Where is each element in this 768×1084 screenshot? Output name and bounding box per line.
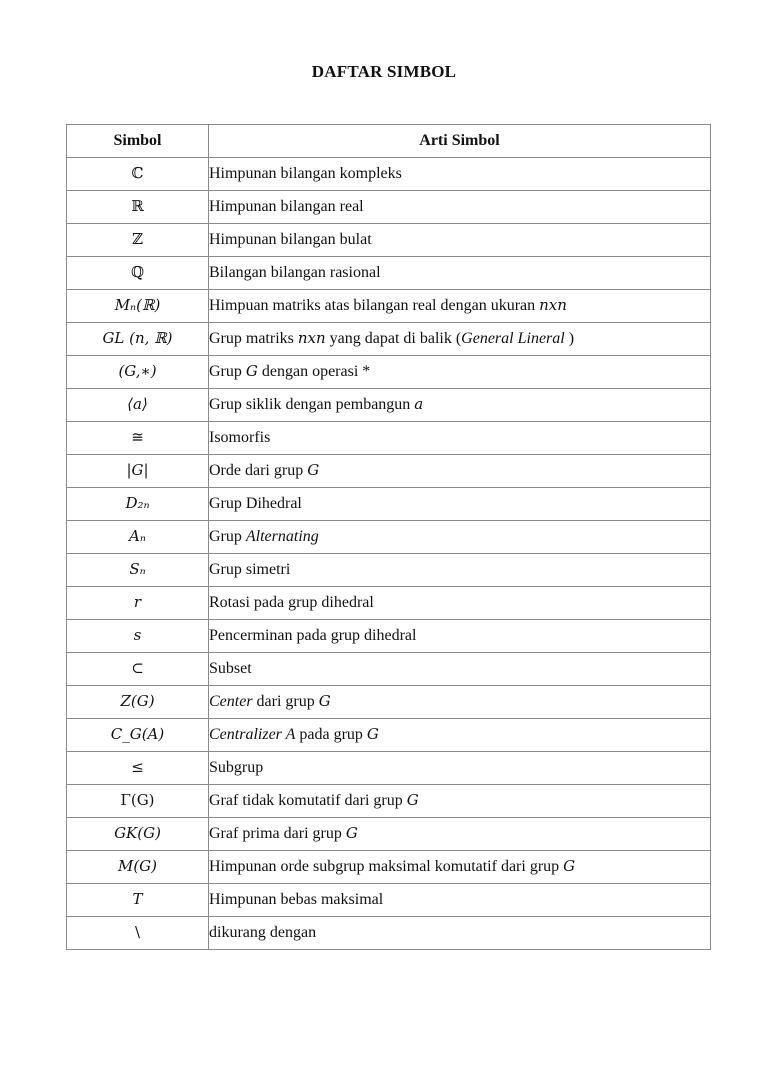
symbol-cell	[67, 587, 209, 620]
meaning-text: Grup matriks	[209, 329, 298, 347]
meaning-text: G	[563, 856, 576, 875]
meaning-text: Graf tidak komutatif dari grup	[209, 791, 407, 809]
meaning-text: Center	[209, 692, 253, 710]
table-row	[67, 554, 711, 587]
meaning-cell	[209, 389, 711, 422]
meaning-text: Pencerminan pada grup dihedral	[209, 626, 417, 644]
meaning-text: G	[307, 460, 320, 479]
meaning-text: Himpunan bilangan bulat	[209, 230, 372, 248]
meaning-cell	[209, 851, 711, 884]
meaning-text: nxn	[539, 295, 567, 314]
meaning-text: Isomorfis	[209, 428, 271, 446]
meaning-text: Grup simetri	[209, 560, 291, 578]
table-row	[67, 422, 711, 455]
symbol-cell	[67, 356, 209, 389]
meaning-text: G	[245, 361, 258, 380]
meaning-text: Grup	[209, 362, 246, 380]
meaning-cell	[209, 191, 711, 224]
table-row	[67, 488, 711, 521]
meaning-cell	[209, 224, 711, 257]
table-row	[67, 752, 711, 785]
meaning-text: Himpunan orde subgrup maksimal komutatif dari grup	[209, 857, 564, 875]
table-row	[67, 455, 711, 488]
table-row	[67, 884, 711, 917]
meaning-text: Subgrup	[209, 758, 264, 776]
table-row	[67, 719, 711, 752]
table-row	[67, 785, 711, 818]
symbol-cell	[67, 818, 209, 851]
meaning-text: dengan operasi *	[257, 362, 371, 380]
symbol-text: Γ(G)	[120, 790, 155, 809]
symbol-cell	[67, 191, 209, 224]
table-row	[67, 389, 711, 422]
symbol-cell	[67, 884, 209, 917]
symbol-text: r	[133, 592, 142, 611]
meaning-cell	[209, 818, 711, 851]
symbol-cell	[67, 554, 209, 587]
meaning-cell	[209, 686, 711, 719]
table-row	[67, 818, 711, 851]
symbol-text: Aₙ	[129, 526, 146, 545]
meaning-cell	[209, 752, 711, 785]
symbol-text: ℝ	[131, 196, 144, 215]
symbol-cell	[67, 488, 209, 521]
symbol-cell	[67, 752, 209, 785]
symbol-cell	[67, 851, 209, 884]
table-row	[67, 653, 711, 686]
meaning-cell	[209, 884, 711, 917]
symbol-text: ⟨a⟩	[127, 394, 148, 413]
symbol-text: ℂ	[131, 163, 144, 182]
meaning-text: Himpunan bilangan kompleks	[209, 164, 402, 182]
meaning-cell	[209, 356, 711, 389]
table-body	[67, 158, 711, 950]
table-header-row	[67, 125, 711, 158]
meaning-text: Alternating	[245, 527, 319, 545]
symbol-text: (G,∗)	[118, 361, 157, 380]
symbol-cell	[67, 917, 209, 950]
meaning-text: G	[406, 790, 419, 809]
meaning-cell	[209, 257, 711, 290]
symbol-cell	[67, 455, 209, 488]
symbol-text: GL (n, ℝ)	[102, 328, 173, 347]
symbol-text: T	[132, 889, 143, 908]
symbol-cell	[67, 719, 209, 752]
symbol-text: ≅	[131, 427, 144, 446]
symbol-cell	[67, 785, 209, 818]
table-row	[67, 224, 711, 257]
symbol-text: D₂ₙ	[125, 493, 150, 512]
table-row	[67, 290, 711, 323]
symbol-text: ≤	[131, 757, 144, 776]
table-row	[67, 257, 711, 290]
meaning-text: G	[318, 691, 331, 710]
meaning-text: Grup	[209, 527, 246, 545]
meaning-text: G	[366, 724, 379, 743]
meaning-text: Orde dari grup	[209, 461, 308, 479]
meaning-text: Graf prima dari grup	[209, 824, 346, 842]
meaning-cell	[209, 422, 711, 455]
symbol-text: M(G)	[117, 856, 158, 875]
meaning-text: a	[414, 394, 424, 413]
meaning-cell	[209, 158, 711, 191]
meaning-text: nxn	[297, 328, 326, 347]
symbol-cell	[67, 422, 209, 455]
meaning-text: pada grup	[295, 725, 367, 743]
symbol-cell	[67, 323, 209, 356]
meaning-cell	[209, 719, 711, 752]
header-meaning: Arti Simbol	[209, 125, 711, 158]
table-row	[67, 851, 711, 884]
meaning-text: dari grup	[252, 692, 319, 710]
header-symbol: Simbol	[67, 125, 209, 158]
meaning-cell	[209, 290, 711, 323]
table-row	[67, 356, 711, 389]
meaning-cell	[209, 488, 711, 521]
table-row	[67, 323, 711, 356]
page-title: DAFTAR SIMBOL	[311, 62, 457, 81]
meaning-text: Himpunan bilangan real	[209, 197, 364, 215]
meaning-cell	[209, 653, 711, 686]
table-row	[67, 521, 711, 554]
symbol-text: Mₙ(ℝ)	[114, 295, 161, 314]
meaning-text: dikurang dengan	[209, 923, 317, 941]
symbol-text: |G|	[126, 460, 149, 479]
symbol-cell	[67, 257, 209, 290]
symbol-cell	[67, 521, 209, 554]
symbol-cell	[67, 686, 209, 719]
symbol-cell	[67, 158, 209, 191]
symbol-cell	[67, 290, 209, 323]
meaning-text: G	[345, 823, 358, 842]
table-row	[67, 191, 711, 224]
meaning-text: Subset	[209, 659, 252, 677]
symbol-cell	[67, 620, 209, 653]
symbol-text: Z(G)	[120, 691, 155, 710]
meaning-text: General Lineral	[461, 329, 569, 347]
symbol-cell	[67, 224, 209, 257]
meaning-text: Grup siklik dengan pembangun	[209, 395, 415, 413]
symbol-table	[66, 124, 711, 950]
meaning-cell	[209, 521, 711, 554]
meaning-cell	[209, 554, 711, 587]
symbol-text: s	[133, 625, 142, 644]
meaning-cell	[209, 785, 711, 818]
meaning-text: yang dapat di balik (	[325, 329, 462, 347]
symbol-cell	[67, 653, 209, 686]
meaning-cell	[209, 620, 711, 653]
meaning-text: Himpuan matriks atas bilangan real dengan ukuran	[209, 296, 540, 314]
meaning-text: Bilangan bilangan rasional	[209, 263, 381, 281]
table-row	[67, 158, 711, 191]
table-row	[67, 587, 711, 620]
symbol-cell	[67, 389, 209, 422]
table-row	[67, 686, 711, 719]
symbol-text: ℚ	[130, 262, 145, 281]
table-row	[67, 917, 711, 950]
meaning-cell	[209, 917, 711, 950]
meaning-text: Rotasi pada grup dihedral	[209, 593, 374, 611]
meaning-cell	[209, 455, 711, 488]
symbol-text: \	[134, 922, 141, 941]
meaning-text: )	[568, 329, 575, 347]
meaning-text: Grup Dihedral	[209, 494, 302, 512]
symbol-text: C_G(A)	[110, 724, 165, 743]
table-row	[67, 620, 711, 653]
meaning-cell	[209, 323, 711, 356]
symbol-text: Sₙ	[129, 559, 146, 578]
symbol-text: GK(G)	[114, 823, 161, 842]
meaning-text: Himpunan bebas maksimal	[209, 890, 384, 908]
meaning-text: Centralizer A	[209, 725, 296, 743]
meaning-cell	[209, 587, 711, 620]
symbol-text: ⊂	[131, 658, 144, 677]
symbol-text: ℤ	[132, 229, 143, 248]
